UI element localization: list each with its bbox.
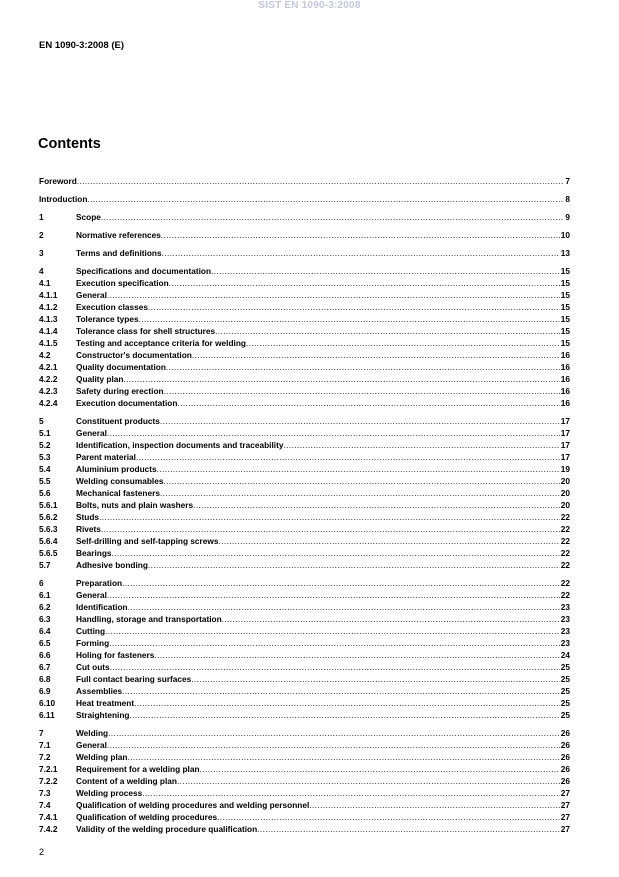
- toc-entry[interactable]: [39, 625, 570, 637]
- toc-entry-title: Forming: [76, 638, 110, 648]
- toc-entry-number: 6.9: [39, 686, 51, 696]
- toc-entry[interactable]: [39, 247, 570, 259]
- toc-entry-page: 22: [560, 512, 570, 522]
- toc-entry[interactable]: [39, 415, 570, 427]
- toc-entry-page: 7: [565, 176, 570, 186]
- toc-entry-number: 4.1.1: [39, 290, 58, 300]
- toc-entry-title: Cut outs: [76, 662, 110, 672]
- toc-leader-dots: [107, 739, 560, 751]
- toc-leader-dots: [257, 823, 560, 835]
- toc-entry[interactable]: [39, 739, 570, 751]
- toc-leader-dots: [109, 637, 560, 649]
- toc-entry-page: 15: [560, 266, 570, 276]
- toc-entry[interactable]: [39, 499, 570, 511]
- toc-entry-number: 5.6: [39, 488, 51, 498]
- toc-leader-dots: [154, 649, 559, 661]
- toc-entry-page: 27: [560, 788, 570, 798]
- toc-entry-number: 4.2.1: [39, 362, 58, 372]
- toc-entry-page: 16: [560, 374, 570, 384]
- toc-entry[interactable]: [39, 559, 570, 571]
- toc-entry-page: 10: [560, 230, 570, 240]
- toc-entry-number: 7.4: [39, 800, 51, 810]
- toc-entry-number: 1: [39, 212, 44, 222]
- toc-leader-dots: [105, 625, 560, 637]
- toc-entry-number: 6.8: [39, 674, 51, 684]
- toc-entry-number: 5.6.4: [39, 536, 58, 546]
- toc-entry[interactable]: [39, 289, 570, 301]
- toc-leader-dots: [191, 673, 560, 685]
- toc-entry-title: Content of a welding plan: [76, 776, 177, 786]
- toc-leader-dots: [222, 613, 560, 625]
- toc-entry-page: 22: [560, 578, 570, 588]
- toc-entry-page: 26: [560, 776, 570, 786]
- toc-entry[interactable]: [39, 535, 570, 547]
- toc-entry[interactable]: [39, 397, 570, 409]
- toc-entry[interactable]: [39, 685, 570, 697]
- toc-entry[interactable]: [39, 601, 570, 613]
- toc-entry-title: Execution documentation: [76, 398, 178, 408]
- toc-entry-title: Welding: [76, 728, 109, 738]
- toc-entry-number: 6.5: [39, 638, 51, 648]
- toc-entry-number: 7.1: [39, 740, 51, 750]
- toc-entry-title: Handling, storage and transportation: [76, 614, 222, 624]
- toc-entry-number: 7.3: [39, 788, 51, 798]
- toc-entry-page: 23: [560, 626, 570, 636]
- toc-leader-dots: [101, 211, 564, 223]
- toc-leader-dots: [166, 361, 560, 373]
- toc-entry-title: Heat treatment: [76, 698, 135, 708]
- toc-entry-page: 17: [560, 452, 570, 462]
- toc-leader-dots: [177, 397, 559, 409]
- toc-entry-page: 23: [560, 602, 570, 612]
- toc-entry[interactable]: [39, 349, 570, 361]
- toc-entry-number: 6.6: [39, 650, 51, 660]
- toc-entry-page: 15: [560, 338, 570, 348]
- toc-entry-page: 15: [560, 278, 570, 288]
- toc-leader-dots: [122, 685, 560, 697]
- toc-leader-dots: [110, 661, 560, 673]
- toc-entry[interactable]: [39, 451, 570, 463]
- toc-entry[interactable]: [39, 823, 570, 835]
- toc-entry-title: Foreword: [39, 176, 77, 186]
- toc-entry-page: 22: [560, 524, 570, 534]
- toc-leader-dots: [148, 559, 560, 571]
- toc-entry-page: 26: [560, 740, 570, 750]
- toc-entry[interactable]: [39, 385, 570, 397]
- toc-leader-dots: [129, 709, 559, 721]
- toc-entry-page: 22: [560, 548, 570, 558]
- toc-entry-page: 25: [560, 662, 570, 672]
- toc-entry-number: 5.5: [39, 476, 51, 486]
- toc-entry-title: Identification, inspection documents and traceability: [76, 440, 284, 450]
- toc-leader-dots: [169, 277, 560, 289]
- toc-entry-title: Quality documentation: [76, 362, 166, 372]
- toc-entry[interactable]: [39, 373, 570, 385]
- toc-entry-number: 6.11: [39, 710, 55, 720]
- toc-entry[interactable]: [39, 577, 570, 589]
- toc-entry-title: General: [76, 590, 107, 600]
- toc-entry[interactable]: [39, 787, 570, 799]
- toc-entry-title: Constituent products: [76, 416, 160, 426]
- toc-leader-dots: [128, 601, 560, 613]
- toc-entry-number: 6.3: [39, 614, 51, 624]
- toc-entry-title: General: [76, 290, 107, 300]
- toc-entry-number: 5.6.3: [39, 524, 58, 534]
- toc-entry-title: Parent material: [76, 452, 136, 462]
- toc-entry-number: 2: [39, 230, 44, 240]
- toc-entry-title: Assemblies: [76, 686, 123, 696]
- toc-entry-page: 17: [560, 428, 570, 438]
- toc-entry[interactable]: [39, 511, 570, 523]
- toc-entry-title: Normative references: [76, 230, 161, 240]
- toc-entry-title: Quality plan: [76, 374, 124, 384]
- toc-entry-number: 7.4.1: [39, 812, 58, 822]
- toc-entry-page: 25: [560, 686, 570, 696]
- toc-entry-title: Validity of the welding procedure qualification: [76, 824, 258, 834]
- toc-entry-title: General: [76, 428, 107, 438]
- toc-leader-dots: [192, 349, 560, 361]
- toc-leader-dots: [99, 511, 560, 523]
- toc-entry-number: 4.1.5: [39, 338, 58, 348]
- toc-entry[interactable]: [39, 193, 570, 205]
- toc-entry-page: 20: [560, 500, 570, 510]
- toc-leader-dots: [148, 301, 560, 313]
- page-title: Contents: [38, 136, 101, 152]
- toc-leader-dots: [101, 523, 560, 535]
- toc-entry-title: Identification: [76, 602, 128, 612]
- toc-entry[interactable]: [39, 463, 570, 475]
- toc-entry-title: Welding consumables: [76, 476, 164, 486]
- toc-leader-dots: [246, 337, 560, 349]
- table-of-contents: [39, 175, 570, 835]
- toc-entry-number: 7: [39, 728, 44, 738]
- toc-entry[interactable]: [39, 661, 570, 673]
- toc-entry-title: Scope: [76, 212, 101, 222]
- toc-entry-title: Testing and acceptance criteria for welding: [76, 338, 246, 348]
- toc-entry-title: Mechanical fasteners: [76, 488, 160, 498]
- toc-entry-page: 27: [560, 812, 570, 822]
- toc-leader-dots: [157, 463, 560, 475]
- toc-entry-page: 16: [560, 362, 570, 372]
- toc-entry-page: 9: [565, 212, 570, 222]
- toc-entry-page: 20: [560, 476, 570, 486]
- toc-entry-title: Safety during erection: [76, 386, 164, 396]
- toc-entry-title: Preparation: [76, 578, 123, 588]
- toc-entry-number: 5.4: [39, 464, 51, 474]
- toc-entry[interactable]: [39, 637, 570, 649]
- toc-entry-number: 4.1.2: [39, 302, 58, 312]
- toc-entry-page: 16: [560, 386, 570, 396]
- toc-entry-page: 23: [560, 638, 570, 648]
- toc-leader-dots: [142, 787, 560, 799]
- toc-entry-number: 7.2.1: [39, 764, 58, 774]
- toc-leader-dots: [127, 751, 559, 763]
- toc-entry[interactable]: [39, 775, 570, 787]
- toc-leader-dots: [160, 415, 560, 427]
- toc-entry[interactable]: [39, 811, 570, 823]
- toc-entry-page: 8: [565, 194, 570, 204]
- toc-entry-page: 15: [560, 290, 570, 300]
- toc-entry-number: 7.2: [39, 752, 51, 762]
- toc-entry-page: 25: [560, 710, 570, 720]
- toc-entry-number: 4.2.4: [39, 398, 58, 408]
- toc-entry-number: 5.6.2: [39, 512, 58, 522]
- toc-entry[interactable]: [39, 301, 570, 313]
- toc-entry[interactable]: [39, 751, 570, 763]
- toc-entry-title: Requirement for a welding plan: [76, 764, 200, 774]
- toc-leader-dots: [87, 193, 564, 205]
- toc-entry-page: 17: [560, 416, 570, 426]
- toc-entry[interactable]: [39, 727, 570, 739]
- toc-entry-number: 6.2: [39, 602, 51, 612]
- toc-entry-number: 5.6.5: [39, 548, 58, 558]
- toc-entry[interactable]: [39, 277, 570, 289]
- toc-leader-dots: [107, 589, 560, 601]
- toc-leader-dots: [177, 775, 560, 787]
- toc-entry[interactable]: [39, 697, 570, 709]
- toc-entry-title: Constructor's documentation: [76, 350, 192, 360]
- toc-leader-dots: [112, 547, 560, 559]
- toc-entry-title: Tolerance class for shell structures: [76, 326, 216, 336]
- toc-entry[interactable]: [39, 613, 570, 625]
- toc-leader-dots: [163, 475, 559, 487]
- toc-leader-dots: [122, 577, 560, 589]
- toc-entry-page: 19: [560, 464, 570, 474]
- toc-entry[interactable]: [39, 673, 570, 685]
- toc-leader-dots: [164, 385, 560, 397]
- toc-leader-dots: [161, 229, 560, 241]
- toc-leader-dots: [108, 727, 560, 739]
- toc-entry-number: 4.1.3: [39, 314, 58, 324]
- toc-entry[interactable]: [39, 427, 570, 439]
- toc-entry-page: 22: [560, 560, 570, 570]
- toc-entry-number: 6.1: [39, 590, 51, 600]
- toc-entry-number: 4.2: [39, 350, 51, 360]
- toc-entry-number: 5.6.1: [39, 500, 58, 510]
- toc-leader-dots: [77, 175, 565, 187]
- toc-entry[interactable]: [39, 229, 570, 241]
- toc-entry-title: Welding process: [76, 788, 143, 798]
- toc-entry-number: 6: [39, 578, 44, 588]
- toc-entry[interactable]: [39, 361, 570, 373]
- toc-entry[interactable]: [39, 523, 570, 535]
- toc-entry[interactable]: [39, 589, 570, 601]
- toc-entry-page: 25: [560, 698, 570, 708]
- toc-entry-number: 5: [39, 416, 44, 426]
- toc-entry-title: Specifications and documentation: [76, 266, 212, 276]
- toc-entry-title: Qualification of welding procedures: [76, 812, 218, 822]
- toc-entry-title: Qualification of welding procedures and welding personnel: [76, 800, 310, 810]
- toc-entry-page: 17: [560, 440, 570, 450]
- toc-entry-title: Full contact bearing surfaces: [76, 674, 192, 684]
- toc-entry-title: Execution specification: [76, 278, 169, 288]
- toc-entry[interactable]: [39, 175, 570, 187]
- toc-entry-title: Aluminium products: [76, 464, 157, 474]
- page-number: 2: [39, 847, 45, 857]
- toc-leader-dots: [139, 313, 560, 325]
- toc-entry-number: 4.1.4: [39, 326, 58, 336]
- toc-entry[interactable]: [39, 799, 570, 811]
- toc-entry-number: 7.4.2: [39, 824, 58, 834]
- toc-entry[interactable]: [39, 649, 570, 661]
- toc-entry[interactable]: [39, 547, 570, 559]
- toc-leader-dots: [193, 499, 560, 511]
- toc-entry-title: Adhesive bonding: [76, 560, 148, 570]
- toc-leader-dots: [218, 535, 559, 547]
- toc-leader-dots: [123, 373, 559, 385]
- toc-entry-number: 4.2.3: [39, 386, 58, 396]
- toc-entry-number: 4.2.2: [39, 374, 58, 384]
- toc-entry-page: 25: [560, 674, 570, 684]
- toc-leader-dots: [200, 763, 560, 775]
- toc-entry-title: Self-drilling and self-tapping screws: [76, 536, 219, 546]
- toc-leader-dots: [134, 697, 560, 709]
- toc-entry[interactable]: [39, 265, 570, 277]
- toc-entry-number: 5.7: [39, 560, 51, 570]
- toc-entry[interactable]: [39, 211, 570, 223]
- toc-entry-title: Welding plan: [76, 752, 128, 762]
- toc-entry-title: Bearings: [76, 548, 112, 558]
- toc-entry-page: 13: [560, 248, 570, 258]
- toc-entry-number: 6.10: [39, 698, 56, 708]
- toc-entry[interactable]: [39, 325, 570, 337]
- toc-entry-title: Tolerance types: [76, 314, 139, 324]
- toc-entry[interactable]: [39, 439, 570, 451]
- toc-entry-page: 22: [560, 590, 570, 600]
- toc-entry-title: Execution classes: [76, 302, 148, 312]
- toc-entry-number: 5.3: [39, 452, 51, 462]
- toc-entry-page: 26: [560, 728, 570, 738]
- toc-entry-title: Cutting: [76, 626, 106, 636]
- toc-leader-dots: [107, 289, 560, 301]
- toc-leader-dots: [215, 325, 560, 337]
- toc-entry-number: 4.1: [39, 278, 51, 288]
- toc-entry-number: 5.2: [39, 440, 51, 450]
- toc-entry-title: Terms and definitions: [76, 248, 162, 258]
- toc-leader-dots: [107, 427, 560, 439]
- toc-entry-page: 27: [560, 800, 570, 810]
- toc-leader-dots: [211, 265, 560, 277]
- toc-entry-page: 15: [560, 326, 570, 336]
- toc-leader-dots: [136, 451, 560, 463]
- toc-entry-title: Introduction: [39, 194, 88, 204]
- document-identifier: EN 1090-3:2008 (E): [39, 40, 125, 51]
- toc-entry[interactable]: [39, 337, 570, 349]
- toc-entry[interactable]: [39, 313, 570, 325]
- watermark: SIST EN 1090-3:2008: [258, 0, 361, 11]
- toc-entry-title: Bolts, nuts and plain washers: [76, 500, 194, 510]
- toc-entry-number: 3: [39, 248, 44, 258]
- toc-entry-page: 23: [560, 614, 570, 624]
- toc-entry-page: 26: [560, 752, 570, 762]
- toc-entry-number: 6.4: [39, 626, 51, 636]
- toc-entry-page: 16: [560, 350, 570, 360]
- toc-entry-title: General: [76, 740, 107, 750]
- toc-entry-title: Rivets: [76, 524, 101, 534]
- toc-leader-dots: [160, 487, 560, 499]
- toc-leader-dots: [283, 439, 559, 451]
- toc-entry-number: 4: [39, 266, 44, 276]
- toc-leader-dots: [217, 811, 560, 823]
- toc-entry-title: Straightening: [76, 710, 130, 720]
- toc-entry[interactable]: [39, 475, 570, 487]
- toc-entry-page: 26: [560, 764, 570, 774]
- toc-leader-dots: [309, 799, 560, 811]
- toc-entry[interactable]: [39, 709, 570, 721]
- toc-entry-number: 7.2.2: [39, 776, 58, 786]
- toc-entry-number: 6.7: [39, 662, 51, 672]
- toc-entry-title: Holing for fasteners: [76, 650, 155, 660]
- toc-entry-page: 16: [560, 398, 570, 408]
- toc-leader-dots: [162, 247, 560, 259]
- toc-entry-page: 15: [560, 314, 570, 324]
- toc-entry-number: 5.1: [39, 428, 51, 438]
- toc-entry-page: 20: [560, 488, 570, 498]
- toc-entry-page: 15: [560, 302, 570, 312]
- toc-entry-title: Studs: [76, 512, 100, 522]
- toc-entry-page: 27: [560, 824, 570, 834]
- toc-entry-page: 24: [560, 650, 570, 660]
- toc-entry-page: 22: [560, 536, 570, 546]
- toc-entry[interactable]: [39, 487, 570, 499]
- toc-entry[interactable]: [39, 763, 570, 775]
